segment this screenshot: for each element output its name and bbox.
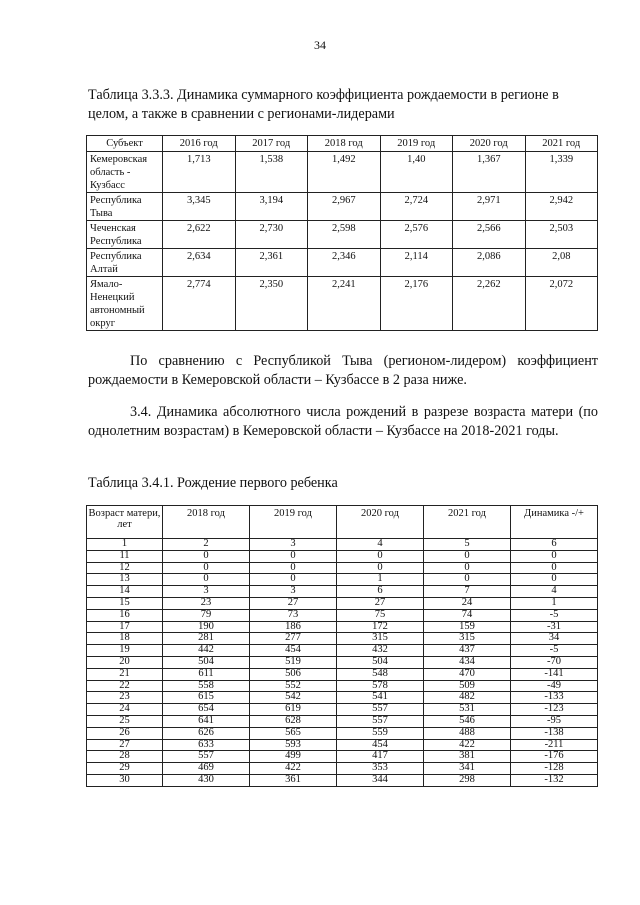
table-cell: 6 — [511, 539, 598, 551]
table-cell: 14 — [87, 586, 163, 598]
table-cell: 353 — [337, 763, 424, 775]
table-cell: 18 — [87, 633, 163, 645]
table-row — [87, 621, 598, 633]
table-cell: Ямало-Ненецкий автономный округ — [87, 277, 163, 331]
table-cell: -138 — [511, 727, 598, 739]
table-cell: 2 — [163, 539, 250, 551]
table-cell: 1,40 — [380, 152, 453, 193]
table-cell: 552 — [250, 680, 337, 692]
table-row — [87, 249, 598, 277]
table-cell: Чеченская Республика — [87, 221, 163, 249]
table-row — [87, 539, 598, 551]
table-cell: 27 — [87, 739, 163, 751]
paragraph-comparison: По сравнению с Республикой Тыва (регионом-лидером) коэффициент рождаемости в Кемеровской области – Кузбассе в 2 раза ниже. — [88, 353, 598, 388]
table-cell: 2,262 — [453, 277, 526, 331]
table1-header-cell: Субъект — [87, 136, 163, 152]
table-cell: 26 — [87, 727, 163, 739]
table-cell: 0 — [511, 574, 598, 586]
table-cell: 1,339 — [525, 152, 598, 193]
table-cell: 422 — [424, 739, 511, 751]
table-cell: -49 — [511, 680, 598, 692]
table-cell: 0 — [424, 550, 511, 562]
table-row — [87, 550, 598, 562]
table-cell: 641 — [163, 715, 250, 727]
table-row — [87, 152, 598, 193]
page-number: 34 — [314, 38, 326, 52]
table-cell: -128 — [511, 763, 598, 775]
table-cell: 315 — [424, 633, 511, 645]
table-cell: 159 — [424, 621, 511, 633]
table-cell: 3,345 — [163, 193, 236, 221]
table-cell: 2,724 — [380, 193, 453, 221]
table-cell: 34 — [511, 633, 598, 645]
table-cell: 509 — [424, 680, 511, 692]
table-cell: 186 — [250, 621, 337, 633]
table-cell: 2,774 — [163, 277, 236, 331]
table-cell: 2,730 — [235, 221, 308, 249]
table-cell: 2,503 — [525, 221, 598, 249]
table-row — [87, 739, 598, 751]
first-child-births-table — [86, 505, 598, 787]
table-cell: 2,176 — [380, 277, 453, 331]
table-cell: 2,967 — [308, 193, 381, 221]
table-cell: -132 — [511, 774, 598, 786]
table-cell: 593 — [250, 739, 337, 751]
table-cell: 504 — [163, 656, 250, 668]
table-cell: 557 — [337, 704, 424, 716]
table-cell: 1,713 — [163, 152, 236, 193]
table-cell: 611 — [163, 668, 250, 680]
table-cell: 277 — [250, 633, 337, 645]
table-cell: Республика Алтай — [87, 249, 163, 277]
table1-header-cell: 2021 год — [525, 136, 598, 152]
table-cell: 0 — [424, 562, 511, 574]
table-cell: 470 — [424, 668, 511, 680]
table-cell: 2,971 — [453, 193, 526, 221]
table-cell: 344 — [337, 774, 424, 786]
table-cell: 11 — [87, 550, 163, 562]
table-cell: 1,367 — [453, 152, 526, 193]
table-cell: 0 — [337, 562, 424, 574]
table-cell: 0 — [424, 574, 511, 586]
table-cell: 24 — [424, 597, 511, 609]
table-cell: 499 — [250, 751, 337, 763]
table-cell: 3 — [250, 586, 337, 598]
table-row — [87, 692, 598, 704]
table-cell: 2,346 — [308, 249, 381, 277]
table2-header-cell: Возраст матери, лет — [87, 506, 163, 539]
table-cell: 0 — [250, 574, 337, 586]
table-cell: Республика Тыва — [87, 193, 163, 221]
table-cell: -31 — [511, 621, 598, 633]
table-cell: 3 — [250, 539, 337, 551]
table1-header-cell: 2020 год — [453, 136, 526, 152]
table-row — [87, 586, 598, 598]
table-cell: -95 — [511, 715, 598, 727]
table2-header-row — [87, 506, 598, 539]
table-cell: 2,350 — [235, 277, 308, 331]
table-cell: 2,072 — [525, 277, 598, 331]
table-cell: 27 — [250, 597, 337, 609]
table-cell: 12 — [87, 562, 163, 574]
table-cell: 437 — [424, 645, 511, 657]
table-cell: 0 — [163, 550, 250, 562]
table-cell: 442 — [163, 645, 250, 657]
table-cell: 27 — [337, 597, 424, 609]
table-cell: 548 — [337, 668, 424, 680]
table-cell: 0 — [163, 574, 250, 586]
table-row — [87, 562, 598, 574]
table-cell: 0 — [250, 550, 337, 562]
table-row — [87, 763, 598, 775]
table-row — [87, 645, 598, 657]
table-row — [87, 751, 598, 763]
section-heading-3-4: 3.4. Динамика абсолютного числа рождений в разрезе возраста матери (по однолетним возрастам) в Кемеровской области – Кузбассе на 2018-2021 годы. — [88, 404, 598, 439]
table-row — [87, 221, 598, 249]
table-cell: 546 — [424, 715, 511, 727]
table-cell: 615 — [163, 692, 250, 704]
table-cell: 298 — [424, 774, 511, 786]
table-cell: 5 — [424, 539, 511, 551]
table-cell: 434 — [424, 656, 511, 668]
table-cell: 79 — [163, 609, 250, 621]
table-row — [87, 633, 598, 645]
table-cell: 2,576 — [380, 221, 453, 249]
table-cell: 2,598 — [308, 221, 381, 249]
table-cell: 74 — [424, 609, 511, 621]
table-cell: 1 — [511, 597, 598, 609]
table-cell: 2,086 — [453, 249, 526, 277]
table-cell: 0 — [511, 562, 598, 574]
table-cell: 0 — [250, 562, 337, 574]
table-cell: 28 — [87, 751, 163, 763]
table-cell: 628 — [250, 715, 337, 727]
table-cell: 1,492 — [308, 152, 381, 193]
table-cell: 2,361 — [235, 249, 308, 277]
table-cell: 23 — [163, 597, 250, 609]
table-cell: 73 — [250, 609, 337, 621]
table-cell: 2,566 — [453, 221, 526, 249]
table-cell: 3,194 — [235, 193, 308, 221]
table-cell: 19 — [87, 645, 163, 657]
table-cell: 22 — [87, 680, 163, 692]
table-cell: 482 — [424, 692, 511, 704]
table-cell: -176 — [511, 751, 598, 763]
table-cell: 2,622 — [163, 221, 236, 249]
table-cell: 578 — [337, 680, 424, 692]
table-cell: 190 — [163, 621, 250, 633]
table-cell: 3 — [163, 586, 250, 598]
table-cell: 0 — [163, 562, 250, 574]
table-cell: 519 — [250, 656, 337, 668]
table2-header-cell: Динамика -/+ — [511, 506, 598, 539]
table-cell: 7 — [424, 586, 511, 598]
table-cell: 506 — [250, 668, 337, 680]
table-cell: 1 — [87, 539, 163, 551]
table-cell: 469 — [163, 763, 250, 775]
table-row — [87, 277, 598, 331]
table-cell: 0 — [511, 550, 598, 562]
table-cell: 0 — [337, 550, 424, 562]
table1-caption: Таблица 3.3.3. Динамика суммарного коэффициента рождаемости в регионе в целом, а также в сравнении с регионами-лидерами — [88, 87, 559, 122]
table-cell: 558 — [163, 680, 250, 692]
table-cell: 15 — [87, 597, 163, 609]
table-cell: 454 — [337, 739, 424, 751]
table-cell: 430 — [163, 774, 250, 786]
table-cell: 23 — [87, 692, 163, 704]
table-cell: 20 — [87, 656, 163, 668]
table-cell: -5 — [511, 609, 598, 621]
table-cell: 13 — [87, 574, 163, 586]
table-cell: -123 — [511, 704, 598, 716]
table-row — [87, 680, 598, 692]
table-cell: 24 — [87, 704, 163, 716]
table-cell: 1,538 — [235, 152, 308, 193]
table-cell: 626 — [163, 727, 250, 739]
table-row — [87, 668, 598, 680]
table-cell: 559 — [337, 727, 424, 739]
table-cell: 2,241 — [308, 277, 381, 331]
table-row — [87, 609, 598, 621]
table-cell: 432 — [337, 645, 424, 657]
table-cell: 172 — [337, 621, 424, 633]
table-row — [87, 656, 598, 668]
table-cell: 30 — [87, 774, 163, 786]
table1-header-cell: 2017 год — [235, 136, 308, 152]
table-cell: Кемеровская область - Кузбасс — [87, 152, 163, 193]
table-cell: -5 — [511, 645, 598, 657]
table2-caption: Таблица 3.4.1. Рождение первого ребенка — [88, 475, 338, 491]
table-cell: 16 — [87, 609, 163, 621]
table-row — [87, 574, 598, 586]
table1-header-row — [87, 136, 598, 152]
fertility-rate-table — [86, 135, 598, 331]
table2-header-cell: 2021 год — [424, 506, 511, 539]
table-cell: 17 — [87, 621, 163, 633]
table-cell: 654 — [163, 704, 250, 716]
table-row — [87, 727, 598, 739]
table-cell: 633 — [163, 739, 250, 751]
table-cell: 541 — [337, 692, 424, 704]
table-cell: 21 — [87, 668, 163, 680]
table-cell: 2,942 — [525, 193, 598, 221]
table-cell: 488 — [424, 727, 511, 739]
table-cell: 281 — [163, 633, 250, 645]
table-cell: 29 — [87, 763, 163, 775]
table1-header-cell: 2019 год — [380, 136, 453, 152]
table-cell: 1 — [337, 574, 424, 586]
table-cell: 315 — [337, 633, 424, 645]
table-row — [87, 193, 598, 221]
table-cell: 557 — [337, 715, 424, 727]
table-row — [87, 715, 598, 727]
table-cell: 417 — [337, 751, 424, 763]
table-cell: -133 — [511, 692, 598, 704]
table2-header-cell: 2020 год — [337, 506, 424, 539]
table-cell: 381 — [424, 751, 511, 763]
table-cell: 341 — [424, 763, 511, 775]
table-cell: 422 — [250, 763, 337, 775]
table-cell: 557 — [163, 751, 250, 763]
table-cell: 542 — [250, 692, 337, 704]
table-row — [87, 774, 598, 786]
table-cell: 565 — [250, 727, 337, 739]
table-cell: 2,634 — [163, 249, 236, 277]
table2-header-cell: 2019 год — [250, 506, 337, 539]
table1-header-cell: 2018 год — [308, 136, 381, 152]
table-cell: 4 — [511, 586, 598, 598]
table-cell: -211 — [511, 739, 598, 751]
table-cell: 504 — [337, 656, 424, 668]
table-row — [87, 597, 598, 609]
table-cell: -141 — [511, 668, 598, 680]
table-cell: 2,08 — [525, 249, 598, 277]
table-cell: 361 — [250, 774, 337, 786]
table-cell: 531 — [424, 704, 511, 716]
table-cell: 454 — [250, 645, 337, 657]
table2-header-cell: 2018 год — [163, 506, 250, 539]
table-cell: 6 — [337, 586, 424, 598]
table-cell: -70 — [511, 656, 598, 668]
table-cell: 619 — [250, 704, 337, 716]
table-cell: 4 — [337, 539, 424, 551]
table-cell: 2,114 — [380, 249, 453, 277]
table-cell: 75 — [337, 609, 424, 621]
table1-header-cell: 2016 год — [163, 136, 236, 152]
table-row — [87, 704, 598, 716]
table-cell: 25 — [87, 715, 163, 727]
